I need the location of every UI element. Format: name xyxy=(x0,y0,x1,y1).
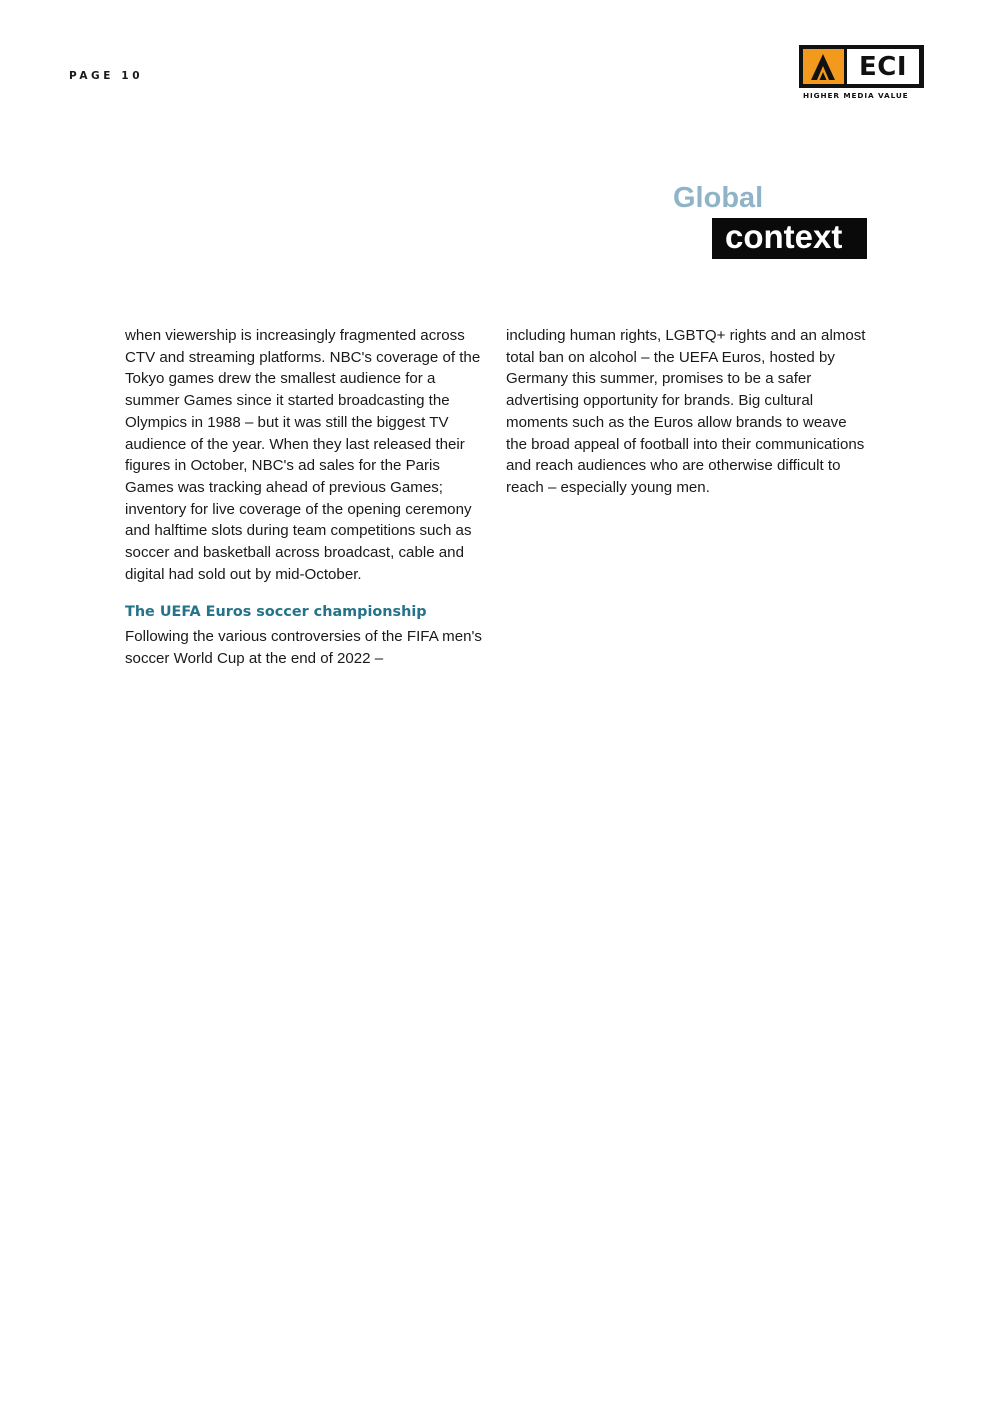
section-title-line1: Global xyxy=(673,182,764,214)
subheading: The UEFA Euros soccer championship xyxy=(125,604,427,621)
logo-frame xyxy=(799,45,924,88)
logo-wordmark: ECI xyxy=(858,51,907,82)
body-paragraph: Following the various controversies of the FIFA men's soccer World Cup at the end of 2022 – xyxy=(125,628,482,668)
right-column xyxy=(506,325,866,499)
section-title-highlight xyxy=(712,218,867,259)
section-title-line2: context xyxy=(725,218,843,255)
logo-wordmark-box xyxy=(847,49,919,84)
logo-mark xyxy=(803,49,844,84)
eci-logo xyxy=(799,45,924,101)
body-paragraph: including human rights, LGBTQ+ rights and an almost total ban on alcohol – the UEFA Euros, hosted by Germany this summer, promises to be a safer advertising opportunity for brands. Big cultural moments such as the Euros allow brands to weave the broad appeal of football into their communications and reach audiences who are otherwise difficult to reach – especially young men. xyxy=(506,327,866,496)
page-number: PAGE 10 xyxy=(69,70,144,82)
left-column xyxy=(125,325,491,670)
a-mountain-icon xyxy=(803,49,844,84)
body-paragraph: when viewership is increasingly fragmented across CTV and streaming platforms. NBC's coverage of the Tokyo games drew the smallest audience for a summer Games since it started broadcasting the Olympics in 1988 – but it was still the biggest TV audience of the year. When they last released their figures in October, NBC's ad sales for the Paris Games was tracking ahead of previous Games; inventory for live coverage of the opening ceremony and halftime slots during team competitions such as soccer and basketball across broadcast, cable and digital had sold out by mid-October. xyxy=(125,327,481,583)
logo-tagline: HIGHER MEDIA VALUE xyxy=(803,91,909,100)
